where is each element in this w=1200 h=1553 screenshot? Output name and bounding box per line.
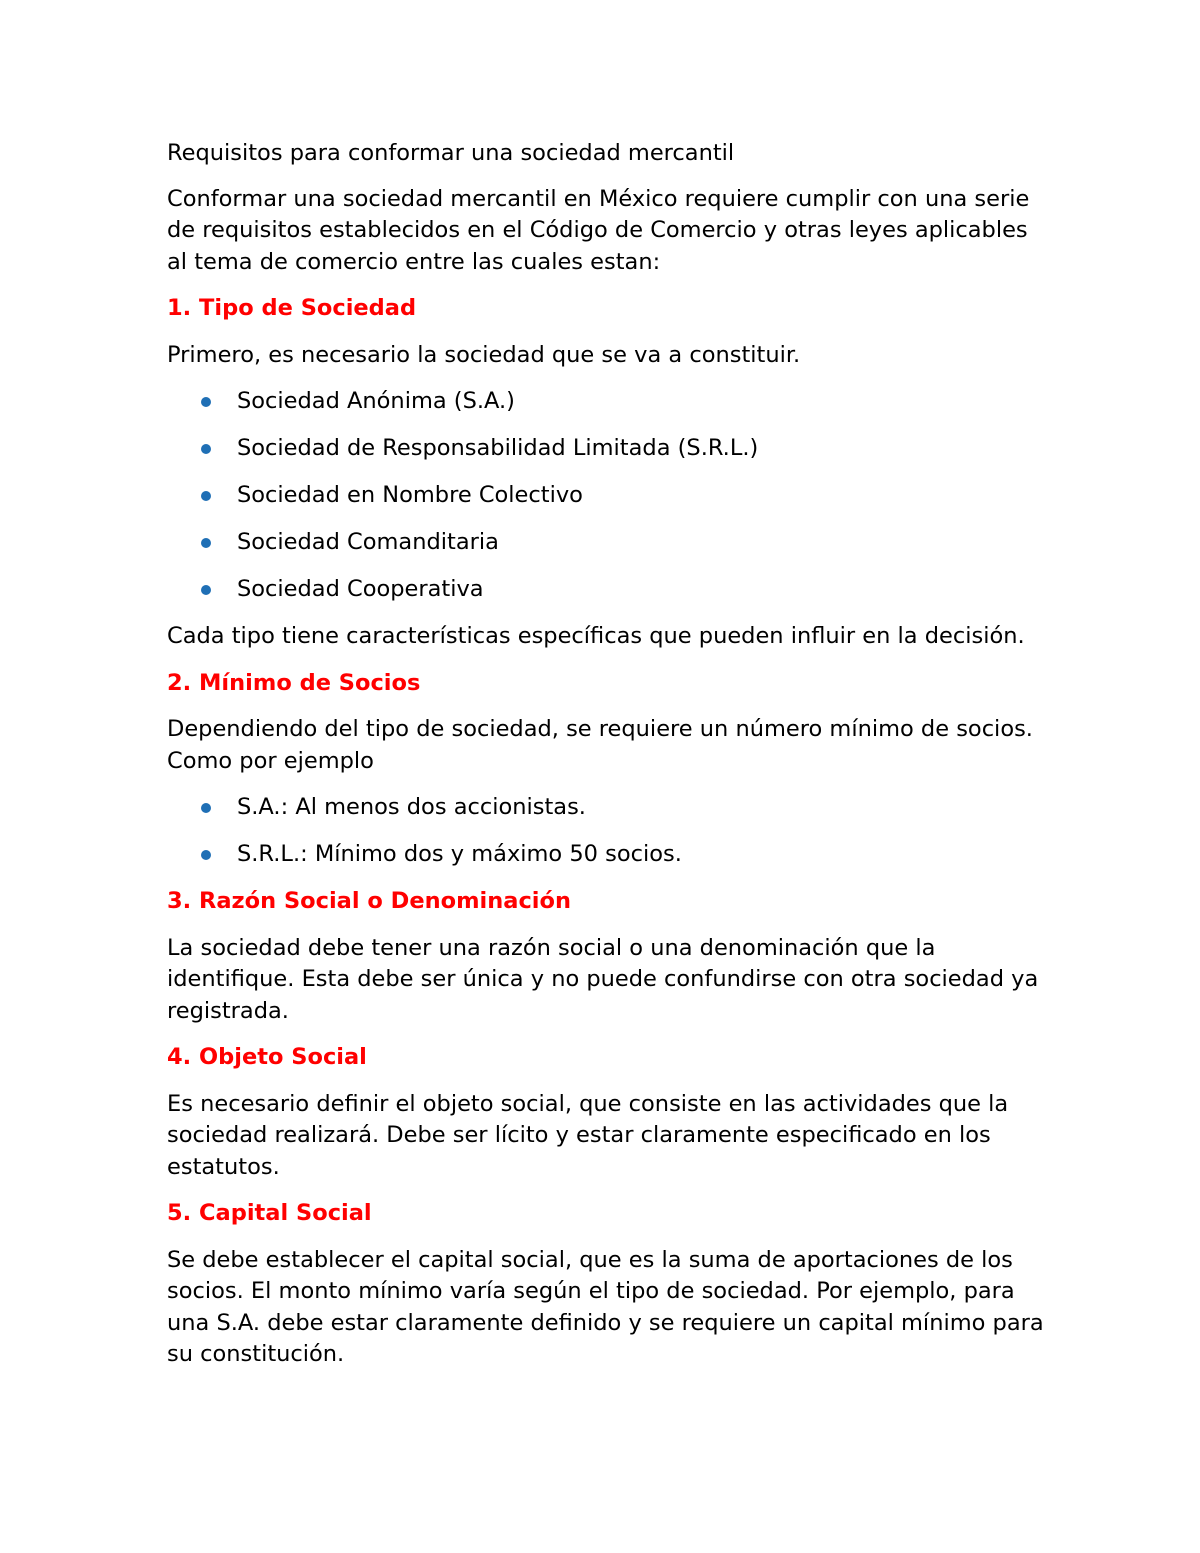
- list-item: [167, 574, 1047, 606]
- section-4: [167, 1042, 1047, 1183]
- bullet-icon: [201, 444, 211, 454]
- bullet-list: [167, 386, 1047, 606]
- list-item-text: Sociedad en Nombre Colectivo: [237, 482, 583, 508]
- intro-paragraph: Conformar una sociedad mercantil en México requiere cumplir con una serie de requisitos establecidos en el Código de Comercio y otras leyes aplicables al tema de comercio entre las cuales estan:: [167, 185, 1030, 275]
- list-item-text: Sociedad Cooperativa: [237, 576, 484, 602]
- section-2: [167, 668, 1047, 871]
- list-item: [167, 527, 1047, 559]
- list-item-text: S.R.L.: Mínimo dos y máximo 50 socios.: [237, 841, 682, 867]
- document-page: [167, 138, 1047, 1386]
- list-item: [167, 386, 1047, 418]
- bullet-icon: [201, 850, 211, 860]
- bullet-icon: [201, 491, 211, 501]
- section-paragraph: Primero, es necesario la sociedad que se va a constituir.: [167, 341, 801, 368]
- list-item: [167, 480, 1047, 512]
- list-item: [167, 839, 1047, 871]
- list-item: [167, 433, 1047, 465]
- list-item-text: Sociedad Anónima (S.A.): [237, 388, 515, 414]
- section-1: [167, 293, 1047, 653]
- bullet-list: [167, 792, 1047, 871]
- section-heading: 2. Mínimo de Socios: [167, 669, 421, 696]
- list-item: [167, 792, 1047, 824]
- bullet-icon: [201, 538, 211, 548]
- sections-container: [167, 293, 1047, 1371]
- section-paragraph: Cada tipo tiene características específicas que pueden influir en la decisión.: [167, 623, 1025, 649]
- section-5: [167, 1198, 1047, 1371]
- section-paragraph: La sociedad debe tener una razón social o una denominación que la identifique. Esta debe ser única y no puede confundirse con otra sociedad ya registrada.: [167, 934, 1039, 1024]
- section-heading: 5. Capital Social: [167, 1200, 372, 1226]
- bullet-icon: [201, 803, 211, 813]
- list-item-text: S.A.: Al menos dos accionistas.: [237, 794, 586, 820]
- section-heading: 3. Razón Social o Denominación: [167, 888, 571, 914]
- document-title: Requisitos para conformar una sociedad mercantil: [167, 140, 735, 166]
- section-3: [167, 886, 1047, 1027]
- section-heading: 1. Tipo de Sociedad: [167, 295, 417, 321]
- bullet-icon: [201, 397, 211, 407]
- list-item-text: Sociedad Comanditaria: [237, 529, 499, 555]
- section-paragraph: Dependiendo del tipo de sociedad, se requiere un número mínimo de socios. Como por ejemplo: [167, 716, 1033, 774]
- section-paragraph: Es necesario definir el objeto social, que consiste en las actividades que la sociedad realizará. Debe ser lícito y estar claramente especificado en los estatutos.: [167, 1090, 1009, 1180]
- list-item-text: Sociedad de Responsabilidad Limitada (S.R.L.): [237, 435, 759, 461]
- section-heading: 4. Objeto Social: [167, 1044, 367, 1070]
- bullet-icon: [201, 585, 211, 595]
- section-paragraph: Se debe establecer el capital social, que es la suma de aportaciones de los socios. El monto mínimo varía según el tipo de sociedad. Por ejemplo, para una S.A. debe estar claramente definido y se requiere un capital mínimo para su constitución.: [167, 1246, 1044, 1367]
